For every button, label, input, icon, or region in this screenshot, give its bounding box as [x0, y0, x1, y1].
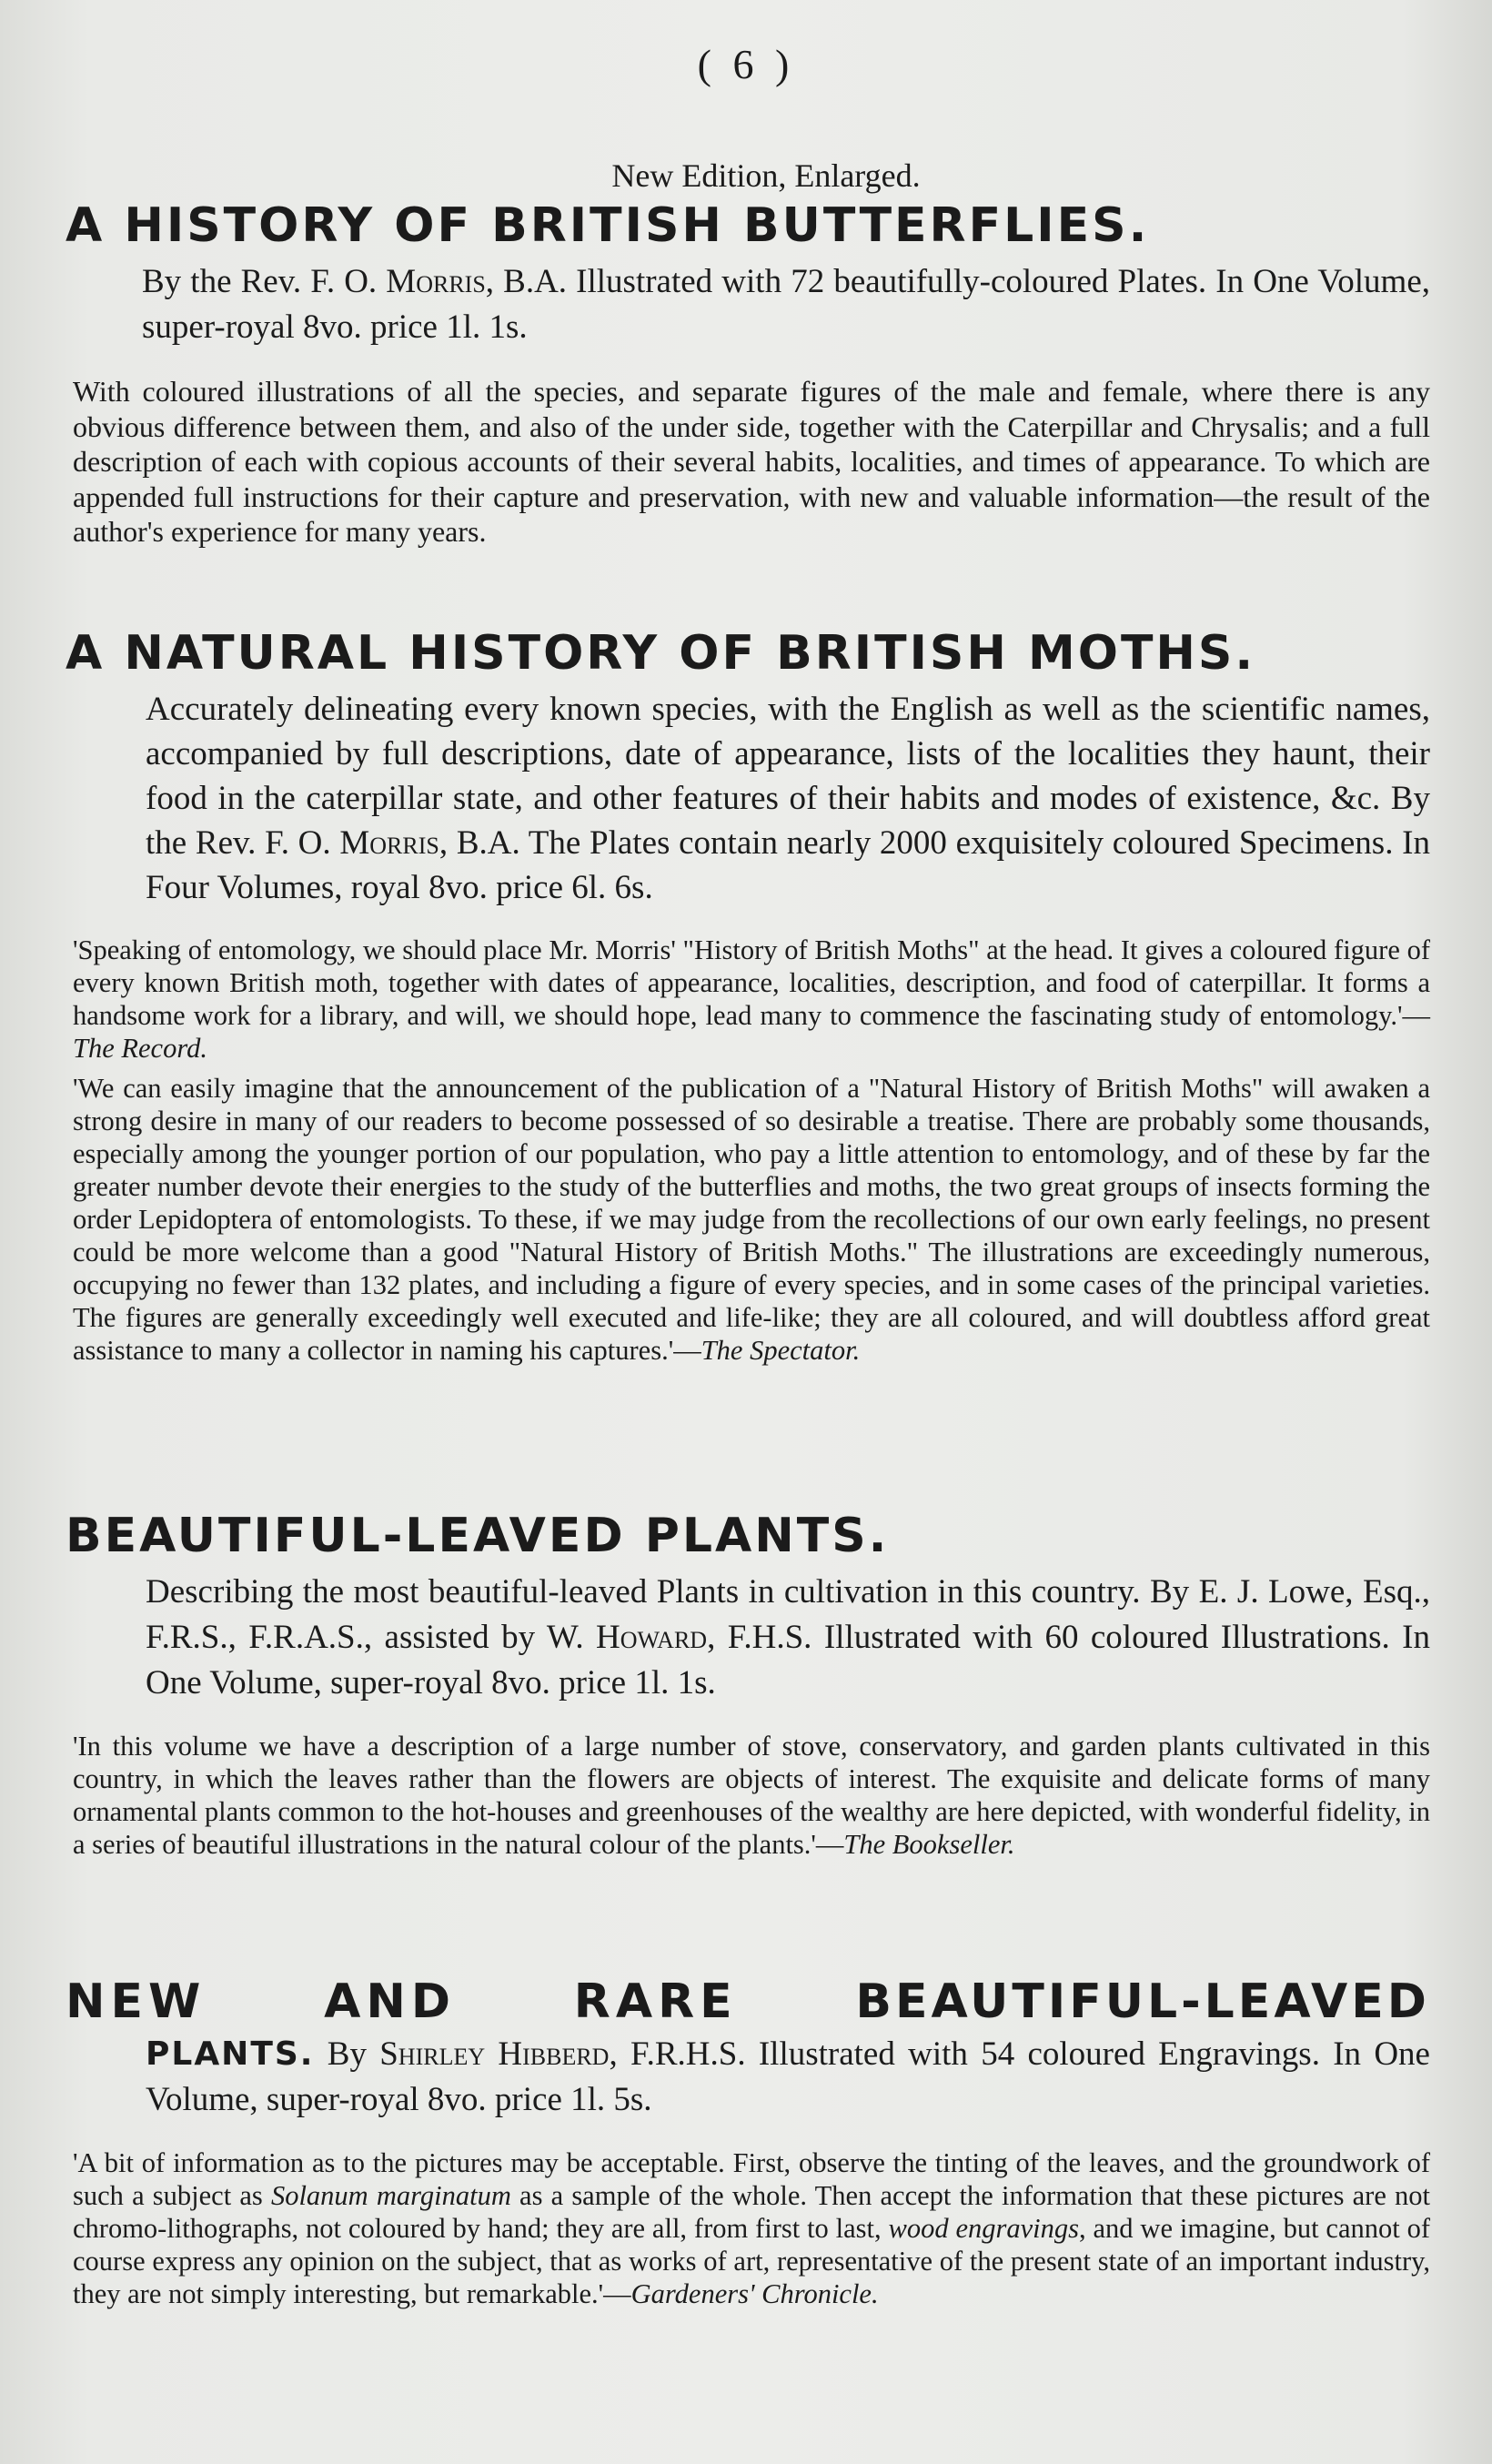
review-source: The Bookseller. [843, 1829, 1015, 1861]
author-name: Morris [386, 263, 486, 301]
review-source: The Record. [73, 1033, 207, 1065]
page-number: ( 6 ) [697, 41, 795, 87]
title-word: BEAUTIFUL-LEAVED [855, 1974, 1430, 2029]
moths-section [66, 628, 1430, 1367]
moths-title: A NATURAL HISTORY OF BRITISH MOTHS. [66, 626, 1256, 681]
moths-review-spectator: 'We can easily imagine that the announcement of the publication of a "Natural History of British Moths" will awaken a strong desire in many of our readers to become possessed of so desirable a treatise. There are probably some thousands, especially among the younger portion of our population, who pay a little attention to entomology, and of these by far the greater number devote their energies to the study of the butterflies and moths, the two great groups of insects forming the order Lepidoptera of entomologists. To these, if we may judge from the recollections of our own early feelings, no present could be more welcome than a good "Natural History of British Moths." The illustrations are exceedingly numerous, occupying no fewer than 132 plates, and including a figure of every species, and in some cases of the principal varieties. The figures are generally exceedingly well executed and life-like; they are all coloured, and will doubtless afford great assistance to many a collector in naming his captures.'—The Spectator. [73, 1073, 1430, 1367]
review-source: The Spectator. [701, 1335, 861, 1367]
plants-section [66, 1510, 1430, 1861]
review-source: Gardeners' Chronicle. [630, 2278, 879, 2310]
title-word: NEW [66, 1974, 207, 2029]
title-word: RARE [573, 1974, 738, 2029]
rare-plants-review: 'A bit of information as to the pictures may be acceptable. First, observe the tinting of the leaves, and the groundwork of such a subject as Solanum marginatum as a sample of the whole. Then accept the information that these pictures are not chromo-lithographs, not coloured by hand; they are all, from first to last, wood engravings, and we imagine, but cannot of course express any opinion on the subject, that as works of art, representative of the present state of an important industry, they are not simply interesting, but remarkable.'—Gardeners' Chronicle. [73, 2147, 1430, 2310]
emphasis: wood engravings [888, 2213, 1080, 2245]
title-word: AND [324, 1974, 457, 2029]
plants-title: BEAUTIFUL-LEAVED PLANTS. [66, 1509, 890, 1563]
title-continuation: PLANTS. [146, 2035, 315, 2074]
moths-review-record: 'Speaking of entomology, we should place Mr. Morris' "History of British Moths" at the head. It gives a coloured figure of every known British moth, together with dates of appearance, localities, description, and food of caterpillar. It forms a handsome work for a library, and will, we should hope, lead many to commence the fascinating study of entomology.'—The Record. [73, 934, 1430, 1065]
latin-name: Solanum marginatum [270, 2180, 511, 2212]
plants-review-bookseller: 'In this volume we have a description of a large number of stove, conservatory, and garden plants cultivated in this country, in which the leaves rather than the flowers are objects of interest. The exquisite and delicate forms of many ornamental plants common to the hot-houses and greenhouses of the wealthy are here depicted, with wonderful fidelity, in a series of beautiful illustrations in the natural colour of the plants.'—The Bookseller. [73, 1731, 1430, 1861]
author-name: Shirley Hibberd [379, 2035, 610, 2074]
butterflies-description: By the Rev. F. O. Morris, B.A. Illustrated with 72 beautifully-coloured Plates. In One Volume, super-royal 8vo. price 1l. 1s. [142, 263, 1430, 347]
rare-plants-title [66, 1976, 1430, 2028]
moths-description: Accurately delineating every known species, with the English as well as the scientific names, accompanied by full descriptions, date of appearance, lists of the localities they haunt, their food in the caterpillar state, and other features of their habits and modes of existence, &c. By the Rev. F. O. Morris, B.A. The Plates contain nearly 2000 exquisitely coloured Specimens. In Four Volumes, royal 8vo. price 6l. 6s. [146, 691, 1430, 907]
rare-plants-section [66, 1976, 1430, 2310]
plants-description: Describing the most beautiful-leaved Plants in cultivation in this country. By E. J. Lowe, Esq., F.R.S., F.R.A.S., assisted by W. Howard, F.H.S. Illustrated with 60 coloured Illustrations. In One Volume, super-royal 8vo. price 1l. 1s. [146, 1573, 1431, 1702]
butterflies-note: With coloured illustrations of all the species, and separate figures of the male and female, where there is any obvious difference between them, and also of the under side, together with the Caterpillar and Chrysalis; and a full description of each with copious accounts of their several habits, localities, and times of appearance. To which are appended full instructions for their capture and preservation, with new and valuable information—the result of the author's experience for many years. [73, 375, 1430, 549]
edition-note: New Edition, Enlarged. [611, 157, 921, 194]
rare-plants-description: PLANTS. By Shirley Hibberd, F.R.H.S. Illustrated with 54 coloured Engravings. In One Volume, super-royal 8vo. price 1l. 5s. [146, 2035, 1430, 2119]
author-name: Morris [339, 824, 439, 863]
butterflies-title: A HISTORY OF BRITISH BUTTERFLIES. [66, 198, 1150, 253]
assistant-name: Howard [596, 1619, 708, 1657]
butterflies-section [66, 157, 1430, 550]
